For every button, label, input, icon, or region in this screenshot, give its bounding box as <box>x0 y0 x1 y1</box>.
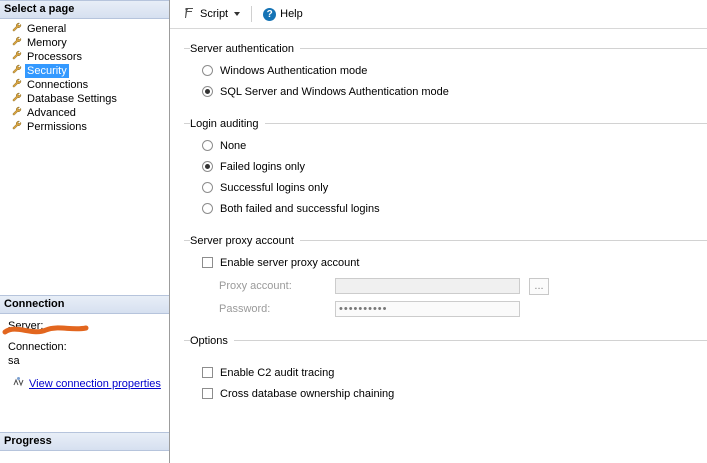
sidebar-item-database-settings[interactable] <box>0 92 169 106</box>
checkbox-enable-server-proxy-account[interactable] <box>202 252 707 273</box>
sidebar-item-memory[interactable] <box>0 36 169 50</box>
view-connection-properties-row[interactable] <box>8 376 161 392</box>
options-group <box>184 335 707 410</box>
radio-audit-none[interactable] <box>202 135 707 156</box>
radio-audit-both-failed-and-successful[interactable] <box>202 198 707 219</box>
checkbox-icon[interactable] <box>202 388 213 399</box>
security-settings-content <box>170 29 707 410</box>
checkbox-enable-c2-audit-tracing[interactable] <box>202 362 707 383</box>
connection-label: Connection: <box>8 341 67 353</box>
select-page-header: Select a page <box>0 0 169 19</box>
connection-value: sa <box>8 355 20 367</box>
wrench-icon <box>12 120 25 135</box>
option-label: None <box>220 139 247 152</box>
radio-icon[interactable] <box>202 161 213 172</box>
radio-sql-and-windows-authentication-mode[interactable] <box>202 81 707 102</box>
wrench-icon <box>12 36 25 51</box>
server-authentication-title: Server authentication <box>190 43 300 55</box>
help-button[interactable] <box>257 5 309 24</box>
radio-audit-successful-logins-only[interactable] <box>202 177 707 198</box>
right-panel <box>170 0 707 463</box>
option-label: Failed logins only <box>220 160 305 173</box>
wrench-icon <box>12 64 25 79</box>
group-divider <box>184 340 707 341</box>
sidebar-item-label: Security <box>27 65 67 77</box>
chevron-down-icon[interactable] <box>234 12 240 16</box>
toolbar <box>170 0 707 29</box>
option-label: Both failed and successful logins <box>220 202 380 215</box>
sidebar-item-processors[interactable] <box>0 50 169 64</box>
sidebar-item-security[interactable] <box>0 64 169 78</box>
radio-icon[interactable] <box>202 140 213 151</box>
server-authentication-options <box>184 56 707 108</box>
option-label: Successful logins only <box>220 181 329 194</box>
proxy-account-input[interactable] <box>335 278 520 294</box>
script-button[interactable] <box>176 3 246 26</box>
connection-properties-icon <box>12 376 25 392</box>
radio-windows-authentication-mode[interactable] <box>202 60 707 81</box>
script-label: Script <box>200 8 229 20</box>
options-title: Options <box>190 335 234 347</box>
sidebar-item-label: Memory <box>27 37 67 49</box>
server-label: Server: <box>8 320 44 332</box>
options-body <box>184 348 707 410</box>
sidebar-item-label: Connections <box>27 79 89 91</box>
sidebar-item-label: Processors <box>27 51 83 63</box>
sidebar-item-general[interactable] <box>0 22 169 36</box>
page-list <box>0 19 169 134</box>
wrench-icon <box>12 22 25 37</box>
sidebar-item-permissions[interactable] <box>0 120 169 134</box>
browse-proxy-account-button[interactable]: ... <box>529 278 549 295</box>
login-auditing-title: Login auditing <box>190 118 265 130</box>
server-proxy-account-title: Server proxy account <box>190 235 300 247</box>
sidebar-item-label: Advanced <box>27 107 76 119</box>
option-label: SQL Server and Windows Authentication mode <box>220 85 449 98</box>
radio-icon[interactable] <box>202 182 213 193</box>
wrench-icon <box>12 78 25 93</box>
help-icon: ? <box>263 8 276 21</box>
sidebar-item-label: Permissions <box>27 121 87 133</box>
wrench-icon <box>12 92 25 107</box>
server-proxy-account-group <box>184 235 707 325</box>
radio-icon[interactable] <box>202 65 213 76</box>
wrench-icon <box>12 106 25 121</box>
checkbox-icon[interactable] <box>202 257 213 268</box>
help-label: Help <box>280 8 303 20</box>
left-panel <box>0 0 170 463</box>
password-label: Password: <box>219 303 271 315</box>
script-icon <box>182 6 196 23</box>
sidebar-item-label: General <box>27 23 67 35</box>
login-auditing-options <box>184 131 707 225</box>
connection-header: Connection <box>0 295 169 314</box>
option-label: Cross database ownership chaining <box>220 387 395 400</box>
connection-body <box>0 314 169 392</box>
view-connection-properties-link[interactable]: View connection properties <box>29 377 161 390</box>
server-proxy-account-body <box>184 248 707 325</box>
checkbox-cross-database-ownership-chaining[interactable] <box>202 383 707 404</box>
server-authentication-group <box>184 43 707 108</box>
wrench-icon <box>12 50 25 65</box>
radio-icon[interactable] <box>202 203 213 214</box>
connection-section <box>0 295 169 392</box>
option-label: Enable server proxy account <box>220 256 360 269</box>
sidebar-item-connections[interactable] <box>0 78 169 92</box>
login-auditing-group <box>184 118 707 225</box>
checkbox-icon[interactable] <box>202 367 213 378</box>
sidebar-item-advanced[interactable] <box>0 106 169 120</box>
option-label: Enable C2 audit tracing <box>220 366 335 379</box>
sidebar-item-label: Database Settings <box>27 93 117 105</box>
password-input[interactable]: •••••••••• <box>335 301 520 317</box>
radio-audit-failed-logins-only[interactable] <box>202 156 707 177</box>
toolbar-separator <box>251 6 252 22</box>
radio-icon[interactable] <box>202 86 213 97</box>
proxy-password-row <box>202 299 707 319</box>
progress-header: Progress <box>0 432 169 451</box>
option-label: Windows Authentication mode <box>220 64 368 77</box>
proxy-account-row <box>202 276 707 296</box>
proxy-account-label: Proxy account: <box>219 280 292 292</box>
progress-section <box>0 432 169 463</box>
